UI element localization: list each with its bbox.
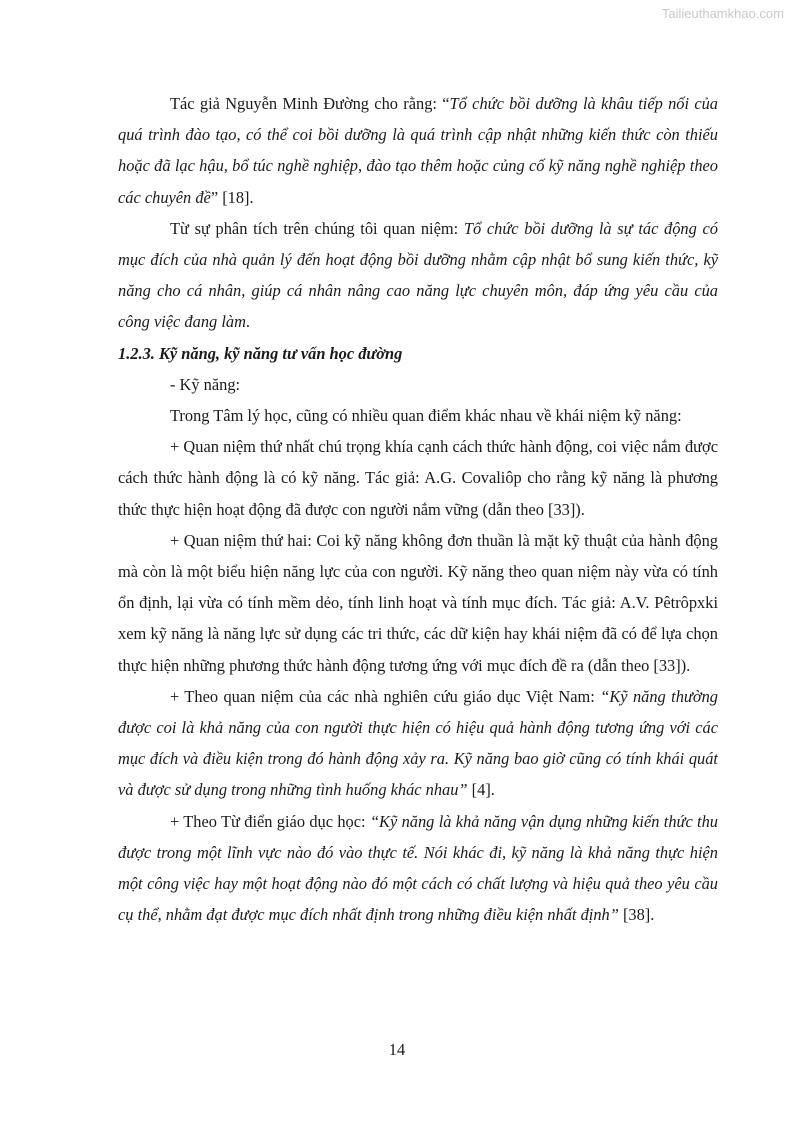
- page-number: 14: [388, 1040, 406, 1059]
- paragraph-2-quote: Tổ chức bồi dưỡng là sự tác động có mục đích của nhà quản lý đến hoạt động bồi dưỡng nhằm cập nhật bổ sung kiến thức, kỹ năng cho cá nhân, giúp cá nhân nâng cao năng lực chuyên môn, đáp ứng yêu cầu của công việc đang làm: [118, 218, 718, 332]
- paragraph-6-quote: “Kỹ năng thường được coi là khả năng của con người thực hiện có hiệu quả hành động tương ứng với các mục đích và điều kiện trong đó hành động xảy ra. Kỹ năng bao giờ cũng có tính khái quát và được sử dụng trong những tình huống khác nhau”: [118, 686, 718, 800]
- paragraph-6: [118, 681, 718, 806]
- section-heading: 1.2.3. Kỹ năng, kỹ năng tư vấn học đường: [118, 343, 403, 363]
- document-page: [118, 88, 718, 930]
- paragraph-7-tail: [38].: [618, 905, 655, 925]
- paragraph-6-tail: [4].: [467, 780, 495, 800]
- paragraph-1-quote: Tổ chức bồi dưỡng là khâu tiếp nối của quá trình đào tạo, có thể coi bồi dưỡng là quá trình cập nhật những kiến thức còn thiếu hoặc đã lạc hậu, bổ túc nghề nghiệp, đào tạo thêm hoặc củng cố kỹ năng nghề nghiệp theo các chuyên đề: [118, 94, 719, 207]
- paragraph-2-tail: .: [245, 312, 251, 332]
- paragraph-7-quote: “Kỹ năng là khả năng vận dụng những kiến thức thu được trong một lĩnh vực nào đó vào thực tế. Nói khác đi, kỹ năng là khả năng thực hiện một công việc hay một hoạt động nào đó một cách có chất lượng và hiệu quả theo yêu cầu cụ thể, nhằm đạt được mục đích nhất định trong những điều kiện nhất định”: [118, 811, 719, 925]
- paragraph-2: [118, 213, 718, 338]
- paragraph-1: [118, 88, 718, 213]
- subheading-skill: - Kỹ năng:: [170, 374, 241, 394]
- paragraph-1-lead: Tác giả Nguyễn Minh Đường cho rằng: “: [170, 94, 450, 113]
- paragraph-1-tail: ” [18].: [210, 187, 254, 207]
- paragraph-3: Trong Tâm lý học, cũng có nhiều quan điểm khác nhau về khái niệm kỹ năng:: [170, 406, 682, 426]
- watermark: Tailieuthamkhao.com: [661, 6, 784, 21]
- paragraph-5: + Quan niệm thứ hai: Coi kỹ năng không đơn thuần là mặt kỹ thuật của hành động mà còn là một biểu hiện năng lực của con người. Kỹ năng theo quan niệm này vừa có tính ổn định, lại vừa có tính mềm dẻo, tính linh hoạt và tính mục đích. Tác giả: A.V. Pêtrôpxki xem kỹ năng là năng lực sử dụng các tri thức, các dữ kiện hay khái niệm đã có để lựa chọn thực hiện những phương thức hành động tương ứng với mục đích đề ra (dẫn theo [33]).: [118, 530, 718, 675]
- paragraph-7: [118, 806, 718, 931]
- paragraph-6-lead: + Theo quan niệm của các nhà nghiên cứu giáo dục Việt Nam:: [170, 686, 601, 706]
- paragraph-7-lead: + Theo Từ điển giáo dục học:: [170, 811, 370, 831]
- paragraph-4: + Quan niệm thứ nhất chú trọng khía cạnh cách thức hành động, coi việc nắm được cách thức hành động là có kỹ năng. Tác giả: A.G. Covaliôp cho rằng kỹ năng là phương thức thực hiện hoạt động đã được con người nắm vững (dẫn theo [33]).: [118, 437, 718, 519]
- paragraph-2-lead: Từ sự phân tích trên chúng tôi quan niệm:: [170, 218, 464, 238]
